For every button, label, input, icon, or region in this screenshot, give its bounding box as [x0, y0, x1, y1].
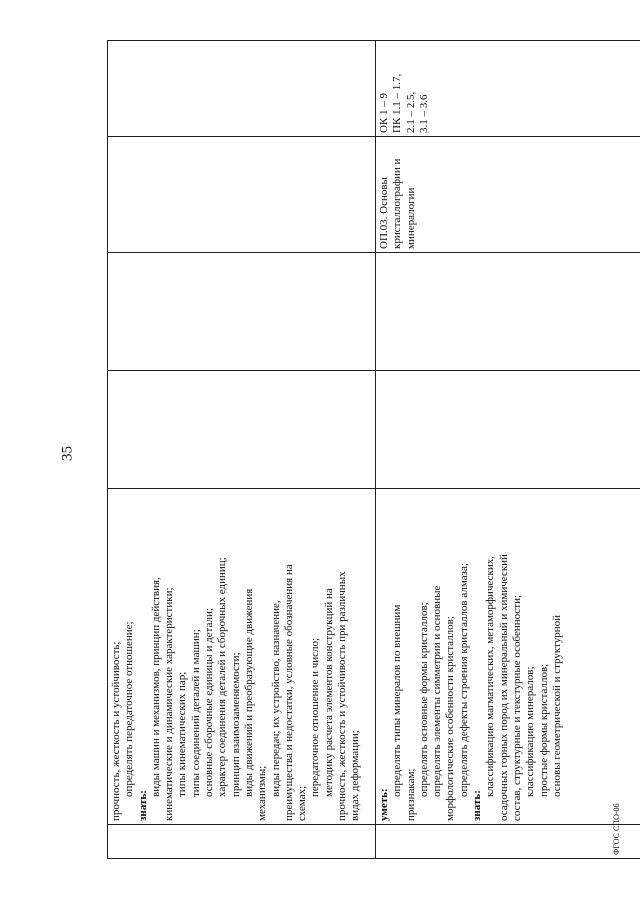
table-row — [108, 41, 376, 859]
text-line: виды машин и механизмов, принцип действия, — [149, 577, 162, 797]
text-line: схемах; — [296, 785, 309, 821]
text-line: основы геометрической и структурной — [550, 614, 563, 797]
text-line: методику расчета элементов конструкций на — [322, 588, 335, 797]
text-line: прочность, жесткость и устойчивость при различных — [336, 571, 349, 821]
competencies-cell — [376, 41, 640, 137]
text-line: знать: — [136, 790, 149, 821]
table-row — [376, 41, 640, 859]
page-number: 35 — [59, 446, 76, 461]
text-line: принцип взаимозаменяемости; — [229, 652, 242, 797]
curriculum-table-rotated — [107, 41, 633, 859]
table-cell-blank — [376, 825, 640, 859]
text-line: видах деформации; — [349, 730, 362, 821]
text-line: определять дефекты строения кристаллов алмаза; — [457, 563, 470, 797]
table-cell-blank — [108, 41, 376, 137]
competency-line: ОК 1 – 9 — [378, 92, 390, 133]
text-line: классификацию минералов; — [524, 666, 537, 797]
curriculum-table — [107, 40, 640, 859]
table-cell-blank — [376, 371, 640, 489]
text-line: виды движений и преобразующие движения — [242, 588, 255, 797]
text-line: признакам; — [404, 768, 417, 821]
requirements-cell — [108, 489, 376, 825]
text-line: морфологические особенности кристаллов; — [444, 616, 457, 821]
text-line: уметь: — [378, 788, 390, 821]
footer-code: ФГОС СПО-06 — [612, 803, 621, 855]
text-line: прочность, жесткость и устойчивость; — [110, 641, 122, 821]
competency-line: ПК 1.1 – 1.7, — [391, 73, 404, 133]
text-line: знать: — [471, 790, 484, 821]
text-line: определять элементы симметрии и основные — [431, 585, 444, 797]
text-line: определять типы минералов по внешним — [391, 604, 404, 797]
requirements-cell — [376, 489, 640, 825]
text-line: определять передаточное отношение; — [123, 621, 136, 797]
text-line: характер соединения деталей и сборочных единиц; — [216, 557, 229, 797]
text-line: простые формы кристаллов; — [537, 663, 550, 797]
table-cell-blank — [108, 825, 376, 859]
discipline-name: ОП.03. Основы кристаллографии и минералогии — [378, 158, 417, 249]
text-line: механизмы; — [256, 765, 269, 821]
text-line: состав, структурные и текстурные особенности; — [510, 594, 523, 821]
text-line: кинематические и динамические характеристики; — [163, 587, 176, 821]
discipline-cell — [376, 137, 640, 253]
text-line: типы соединений деталей и машин; — [189, 629, 202, 797]
table-cell-blank — [108, 371, 376, 489]
text-line: осадочных горных пород их минеральный и химический — [497, 554, 510, 821]
text-line: определять основные формы кристаллов; — [417, 602, 430, 797]
text-line: основные сборочные единицы и детали; — [203, 608, 216, 797]
competency-line: 2.1 – 2.5, — [404, 91, 417, 133]
text-line: типы кинематических пар; — [176, 671, 189, 797]
text-line: преимущества и недостатки, условные обозначения на — [282, 564, 295, 821]
competency-line: 3.1 – 3.6 — [417, 94, 430, 133]
text-line: виды передач; их устройство, назначение, — [269, 600, 282, 797]
table-cell-blank — [376, 253, 640, 371]
text-line: классификацию магматических, метаморфических, — [484, 556, 497, 797]
table-cell-blank — [108, 137, 376, 253]
text-line: передаточное отношение и число; — [309, 637, 322, 797]
table-cell-blank — [108, 253, 376, 371]
